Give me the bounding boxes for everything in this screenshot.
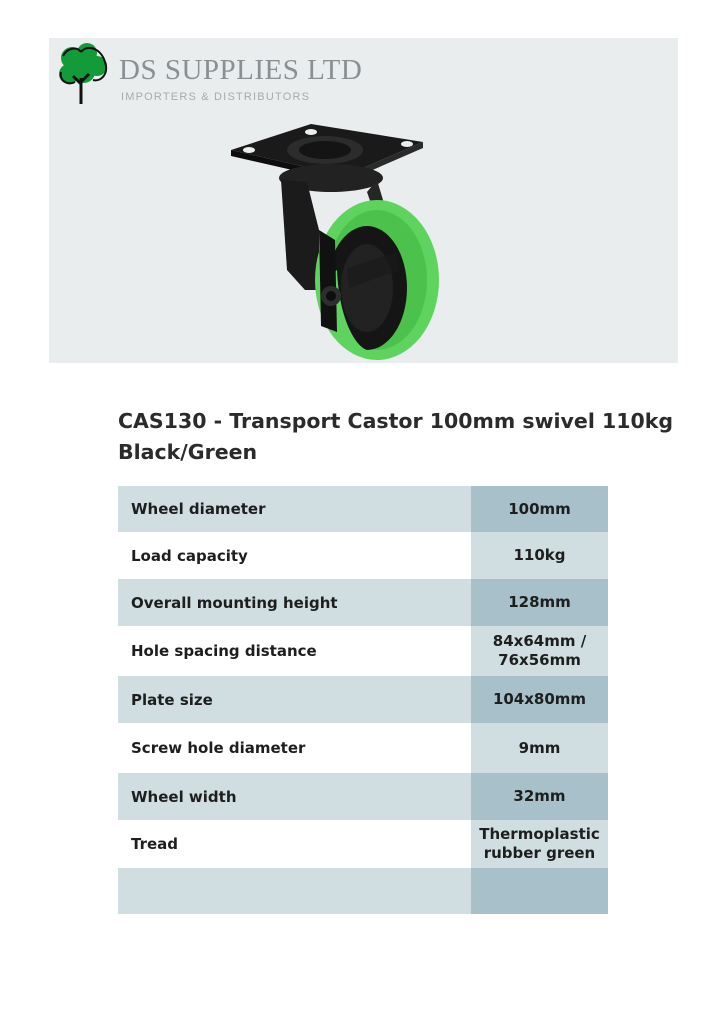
spec-label: Screw hole diameter	[118, 723, 471, 773]
tree-logo-icon	[57, 42, 109, 104]
spec-label: Wheel width	[118, 773, 471, 820]
spec-value: 110kg	[471, 532, 608, 579]
spec-row-hole-spacing	[118, 626, 608, 676]
spec-label: Load capacity	[118, 532, 471, 579]
product-banner	[49, 38, 678, 363]
spec-row-wheel-width	[118, 773, 608, 820]
spec-row-plate-size	[118, 676, 608, 723]
spec-row-screw-hole	[118, 723, 608, 773]
spec-label	[118, 868, 471, 914]
spec-label: Plate size	[118, 676, 471, 723]
spec-value: 84x64mm / 76x56mm	[471, 626, 608, 676]
spec-value: 100mm	[471, 486, 608, 532]
spec-value: 104x80mm	[471, 676, 608, 723]
spec-value: Thermoplastic rubber green	[471, 820, 608, 868]
spec-value: 128mm	[471, 579, 608, 626]
spec-row-wheel-diameter	[118, 486, 608, 532]
spec-row-load-capacity	[118, 532, 608, 579]
spec-row-tread	[118, 820, 608, 868]
spec-table	[118, 486, 608, 914]
brand-name: DS SUPPLIES LTD	[119, 54, 363, 86]
brand-tagline: IMPORTERS & DISTRIBUTORS	[121, 91, 311, 103]
spec-label: Tread	[118, 820, 471, 868]
castor-wheel-icon	[227, 120, 447, 362]
spec-row-empty	[118, 868, 608, 914]
product-title: CAS130 - Transport Castor 100mm swivel 110kg Black/Green	[118, 409, 674, 464]
spec-value: 9mm	[471, 723, 608, 773]
spec-label: Overall mounting height	[118, 579, 471, 626]
spec-label: Hole spacing distance	[118, 626, 471, 676]
spec-row-mounting-height	[118, 579, 608, 626]
spec-value	[471, 868, 608, 914]
spec-label: Wheel diameter	[118, 486, 471, 532]
spec-value: 32mm	[471, 773, 608, 820]
